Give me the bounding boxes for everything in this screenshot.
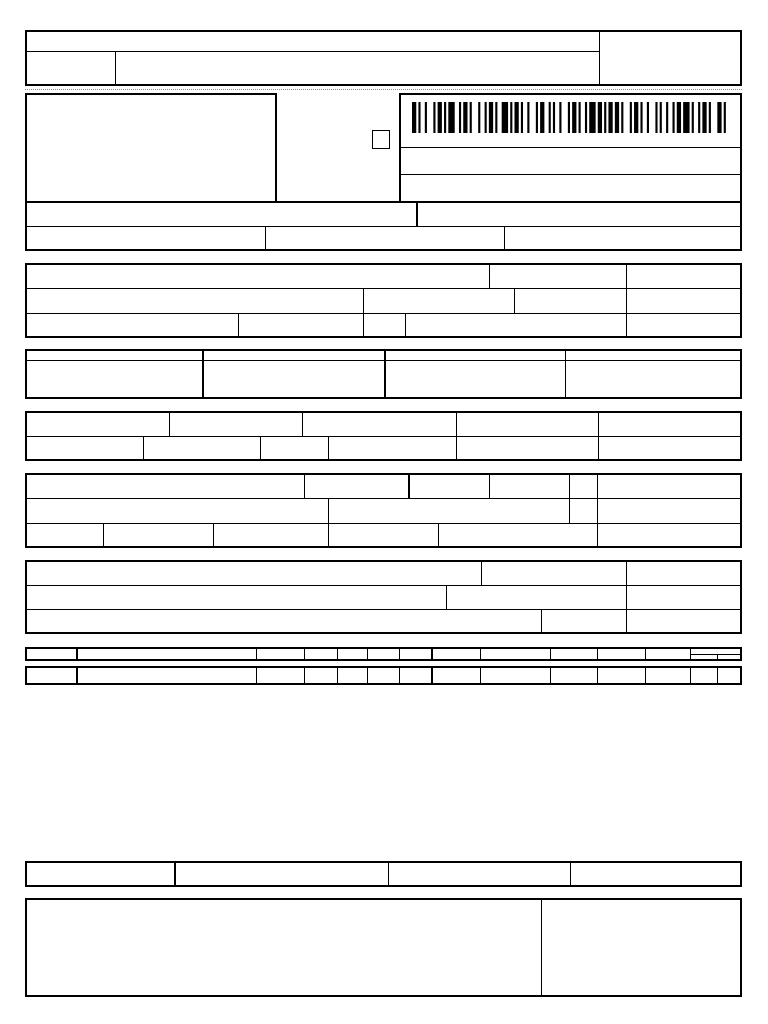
col-divider (202, 349, 204, 399)
col-divider (304, 666, 305, 685)
col-divider (597, 647, 598, 661)
barcode-bar (677, 102, 681, 133)
barcode-bar (549, 102, 551, 133)
col-divider (302, 411, 303, 436)
barcode-bar (559, 102, 561, 133)
col-divider (550, 647, 551, 661)
col-divider (103, 523, 104, 548)
table-header-divider (690, 654, 742, 655)
col-divider (597, 666, 598, 685)
checkbox[interactable] (372, 130, 390, 149)
barcode-bar (418, 102, 420, 133)
barcode-bar (412, 102, 416, 133)
barcode-bar (540, 102, 544, 133)
barcode-bar (666, 102, 668, 133)
barcode-bar (568, 102, 570, 133)
info-divider (25, 226, 742, 227)
header-divider (25, 51, 599, 52)
header-divider (115, 51, 116, 86)
col-divider (174, 861, 176, 887)
col-divider (489, 473, 490, 498)
col-divider (256, 666, 257, 685)
col-divider (363, 288, 364, 338)
barcode-bar (438, 102, 442, 133)
barcode-bar (536, 102, 538, 133)
barcode-bar (433, 102, 435, 133)
col-divider (598, 411, 599, 461)
col-divider (550, 666, 551, 685)
barcode-bar (647, 102, 649, 133)
col-divider (481, 560, 482, 585)
barcode-bar (585, 102, 587, 133)
col-divider (169, 411, 170, 436)
barcode-bar (489, 102, 493, 133)
col-divider (456, 411, 457, 461)
info-divider (265, 226, 266, 251)
col-divider (384, 349, 386, 399)
col-divider (570, 861, 571, 887)
col-divider (431, 666, 433, 685)
col-divider (405, 313, 406, 338)
col-divider (304, 647, 305, 661)
barcode-bar (621, 102, 623, 133)
col-divider (304, 473, 305, 498)
col-divider (213, 523, 214, 548)
col-divider (438, 523, 439, 548)
barcode-bar (634, 102, 638, 133)
col-divider (480, 666, 481, 685)
col-divider (388, 861, 389, 887)
address-box (25, 93, 277, 203)
col-divider (328, 498, 329, 548)
col-divider (645, 647, 646, 661)
barcode-bar (640, 102, 642, 133)
section-box (25, 263, 742, 338)
barcode-bar (470, 102, 472, 133)
table-row (25, 666, 742, 685)
row-divider (25, 288, 742, 289)
col-divider (480, 647, 481, 661)
barcode-bar (717, 102, 721, 133)
separator-line (25, 89, 742, 90)
barcode-bar (655, 102, 657, 133)
row-divider (25, 436, 742, 437)
col-divider (717, 654, 718, 661)
col-divider (337, 647, 338, 661)
col-divider (431, 647, 433, 661)
col-divider (367, 666, 368, 685)
row-divider (25, 585, 742, 586)
col-divider (238, 313, 239, 338)
section-box (25, 473, 742, 548)
col-divider (399, 666, 400, 685)
col-divider (626, 263, 627, 338)
col-divider (690, 666, 691, 685)
col-divider (569, 473, 570, 523)
barcode-bar (572, 102, 576, 133)
barcode-bar (514, 102, 518, 133)
col-divider (337, 666, 338, 685)
barcode-bar (598, 102, 602, 133)
barcode-bar (698, 102, 700, 133)
barcode-bar (692, 102, 694, 133)
barcode-bar (521, 102, 523, 133)
barcode-bar (672, 102, 674, 133)
barcode-divider (399, 174, 742, 175)
col-divider (541, 898, 542, 997)
row-divider (25, 313, 742, 314)
col-divider (541, 609, 542, 634)
col-divider (514, 288, 515, 313)
barcode-bar (702, 102, 706, 133)
barcode-bar (683, 102, 689, 133)
remarks-box (25, 898, 742, 997)
col-divider (260, 436, 261, 461)
barcode-divider (399, 147, 742, 148)
barcode-bar (444, 102, 446, 133)
barcode-bar (579, 102, 581, 133)
row-divider (25, 498, 742, 499)
barcode-bar (553, 102, 555, 133)
col-divider (399, 647, 400, 661)
barcode-bar (478, 102, 480, 133)
barcode-bar (615, 102, 619, 133)
col-divider (717, 666, 718, 685)
barcode-bar (724, 102, 726, 133)
footer-box (25, 861, 742, 887)
col-divider (626, 560, 627, 634)
barcode-image (412, 102, 728, 133)
barcode-bar (608, 102, 612, 133)
row-divider (25, 609, 742, 610)
barcode-bar (604, 102, 606, 133)
col-divider (489, 263, 490, 288)
barcode-bar (463, 102, 467, 133)
table-header (25, 647, 742, 661)
col-divider (645, 666, 646, 685)
col-divider (143, 436, 144, 461)
col-divider (690, 647, 691, 661)
col-divider (256, 647, 257, 661)
barcode-bar (589, 102, 595, 133)
col-divider (76, 666, 78, 685)
info-divider (504, 226, 505, 251)
col-divider (597, 473, 598, 548)
col-divider (367, 647, 368, 661)
barcode-bar (630, 102, 632, 133)
col-divider (76, 647, 78, 661)
barcode-bar (709, 102, 711, 133)
barcode-bar (527, 102, 529, 133)
col-divider (408, 473, 410, 498)
barcode-bar (660, 102, 662, 133)
row-divider (25, 523, 742, 524)
barcode-bar (459, 102, 461, 133)
barcode-bar (425, 102, 427, 133)
barcode-bar (510, 102, 512, 133)
header-divider (599, 30, 600, 86)
barcode-bar (502, 102, 508, 133)
col-divider (446, 585, 447, 609)
header-box (25, 30, 742, 86)
col-divider (328, 436, 329, 461)
barcode-bar (448, 102, 454, 133)
barcode-bar (485, 102, 487, 133)
info-divider (416, 201, 418, 226)
barcode-bar (495, 102, 497, 133)
col-divider (565, 349, 566, 399)
section-box (25, 560, 742, 634)
